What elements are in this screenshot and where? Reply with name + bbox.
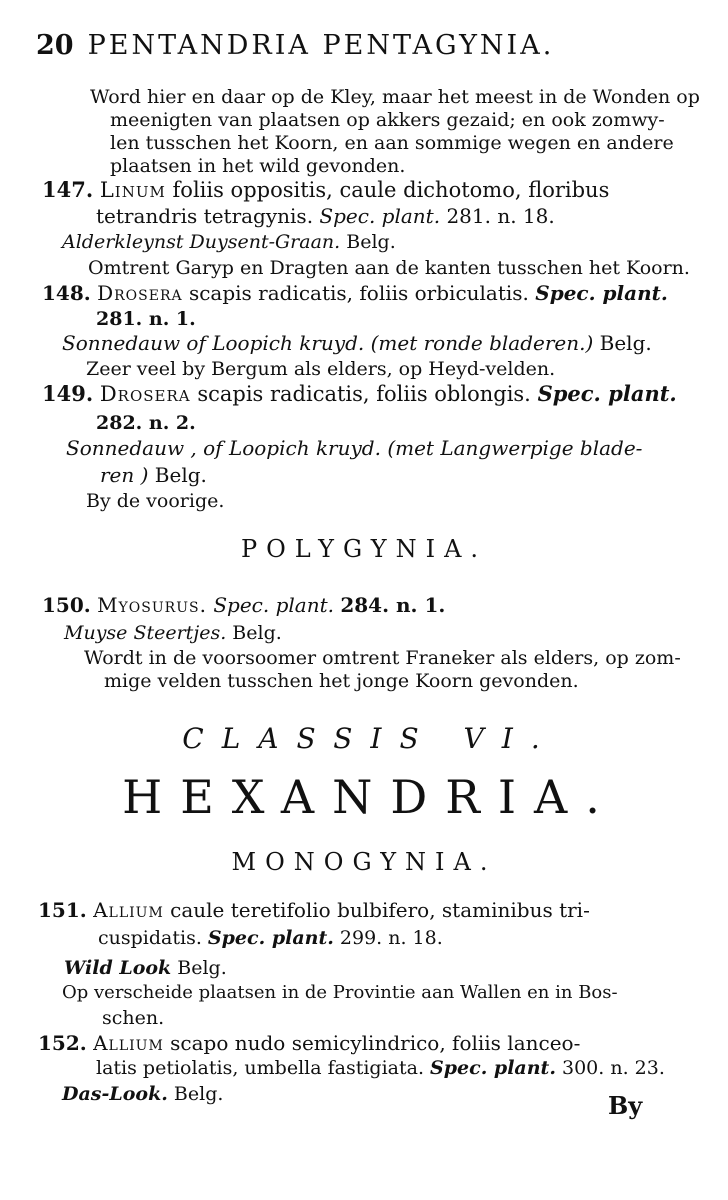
running-header: [36, 30, 555, 61]
catchword: By: [608, 1091, 643, 1120]
reference: Spec. plant.: [535, 281, 668, 305]
entry-147-line-2: [96, 204, 555, 228]
genus-name: Linum: [99, 178, 166, 202]
intro-line-2: meenigten van plaatsen op akkers gezaid; en ook zomwy-: [110, 109, 665, 131]
genus-name: Drosera: [97, 281, 183, 305]
reference: Spec. plant.: [430, 1057, 556, 1079]
entry-150-note-2: mige velden tusschen het jonge Koorn gevonden.: [104, 670, 579, 692]
genus-name: Drosera: [99, 382, 191, 406]
entry-number: 147.: [42, 177, 94, 202]
entry-150-note-1: Wordt in de voorsoomer omtrent Franeker als elders, op zom-: [84, 647, 681, 669]
genus-name: Allium: [93, 898, 164, 922]
entry-number: 151.: [38, 898, 87, 922]
entry-151-line-2: [98, 926, 443, 950]
belg-label: Belg.: [173, 1083, 224, 1105]
belg-label: Belg.: [346, 231, 396, 253]
vernacular-name: Muyse Steertjes.: [64, 622, 227, 644]
reference: Spec. plant.: [207, 927, 334, 949]
note-text: Op verscheide plaatsen in de Provintie aan Wallen en in Bos-: [62, 982, 618, 1003]
entry-number: 149.: [42, 381, 94, 406]
entry-149-vernacular-2: [100, 463, 207, 487]
entry-151-note-1: [62, 981, 618, 1005]
species-description-cont: tetrandris tetragynis.: [96, 204, 314, 228]
entry-151-note-2: schen.: [102, 1007, 165, 1029]
species-description-cont: cuspidatis.: [98, 927, 202, 949]
vernacular-name: Sonnedauw of Loopich kruyd. (met ronde bladeren.): [62, 331, 594, 355]
entry-148-note: Zeer veel by Bergum als elders, op Heyd-velden.: [86, 358, 556, 380]
species-description: scapis radicatis, foliis oblongis.: [197, 382, 531, 406]
belg-label: Belg.: [232, 622, 282, 644]
belg-label: Belg.: [177, 957, 227, 979]
entry-148-vernacular: [62, 331, 652, 355]
reference: Spec. plant.: [213, 593, 334, 617]
entry-number: 148.: [42, 281, 91, 305]
section-heading-polygynia: POLYGYNIA.: [240, 535, 488, 563]
classis-heading: CLASSIS VI.: [182, 722, 558, 755]
entry-number: 152.: [38, 1031, 87, 1055]
genus-name: Allium: [93, 1031, 164, 1055]
species-description: scapo nudo semicylindrico, foliis lanceo-: [170, 1031, 581, 1055]
species-description: foliis oppositis, caule dichotomo, floribus: [172, 178, 610, 202]
vernacular-name-cont: ren ): [100, 463, 149, 487]
genus-name: Myosurus.: [97, 593, 207, 617]
reference: Spec. plant.: [319, 204, 441, 228]
reference-number: 299. n. 18.: [339, 927, 443, 949]
class-title-hexandria: HEXANDRIA.: [122, 770, 618, 824]
vernacular-name: Alderkleynst Duysent-Graan.: [62, 231, 341, 253]
entry-148-line-1: [42, 281, 668, 305]
entry-152-vernacular: [62, 1082, 223, 1106]
entry-152-line-2: [96, 1056, 665, 1080]
reference-number: 300. n. 23.: [562, 1057, 665, 1079]
species-description: scapis radicatis, foliis orbiculatis.: [188, 281, 529, 305]
species-description: caule teretifolio bulbifero, staminibus tri-: [170, 898, 590, 922]
entry-150-line-1: [42, 593, 445, 617]
header-title: PENTANDRIA PENTAGYNIA.: [87, 30, 555, 61]
entry-149-vernacular-1: Sonnedauw , of Loopich kruyd. (met Langwerpige blade-: [66, 436, 643, 460]
intro-line-3: len tusschen het Koorn, en aan sommige wegen en andere: [110, 132, 674, 154]
reference-number: 281. n. 18.: [446, 204, 555, 228]
entry-147-line-1: [42, 178, 609, 202]
vernacular-name: Das-Look.: [62, 1083, 168, 1105]
entry-149-line-1: [42, 382, 677, 406]
belg-label: Belg.: [154, 463, 207, 487]
entry-150-vernacular: [64, 621, 282, 645]
entry-148-line-2: 281. n. 1.: [96, 308, 196, 330]
reference-number: 284. n. 1.: [340, 593, 446, 617]
entry-149-note: By de voorige.: [86, 490, 225, 512]
intro-line-4: plaatsen in het wild gevonden.: [110, 155, 406, 177]
belg-label: Belg.: [599, 331, 652, 355]
entry-151-vernacular: [64, 956, 227, 980]
species-description-cont: latis petiolatis, umbella fastigiata.: [96, 1057, 424, 1079]
page-number: 20: [36, 30, 74, 61]
entry-152-line-1: [38, 1031, 580, 1055]
vernacular-name: Wild Look: [64, 957, 172, 979]
entry-147-note: Omtrent Garyp en Dragten aan de kanten tusschen het Koorn.: [88, 257, 690, 279]
entry-number: 150.: [42, 593, 91, 617]
entry-147-vernacular: [62, 230, 396, 254]
entry-151-line-1: [38, 898, 590, 922]
entry-149-line-2: 282. n. 2.: [96, 412, 196, 434]
reference: Spec. plant.: [537, 381, 677, 406]
section-heading-monogynia: MONOGYNIA.: [231, 848, 497, 876]
intro-line-1: Word hier en daar op de Kley, maar het meest in de Wonden op: [90, 86, 700, 108]
